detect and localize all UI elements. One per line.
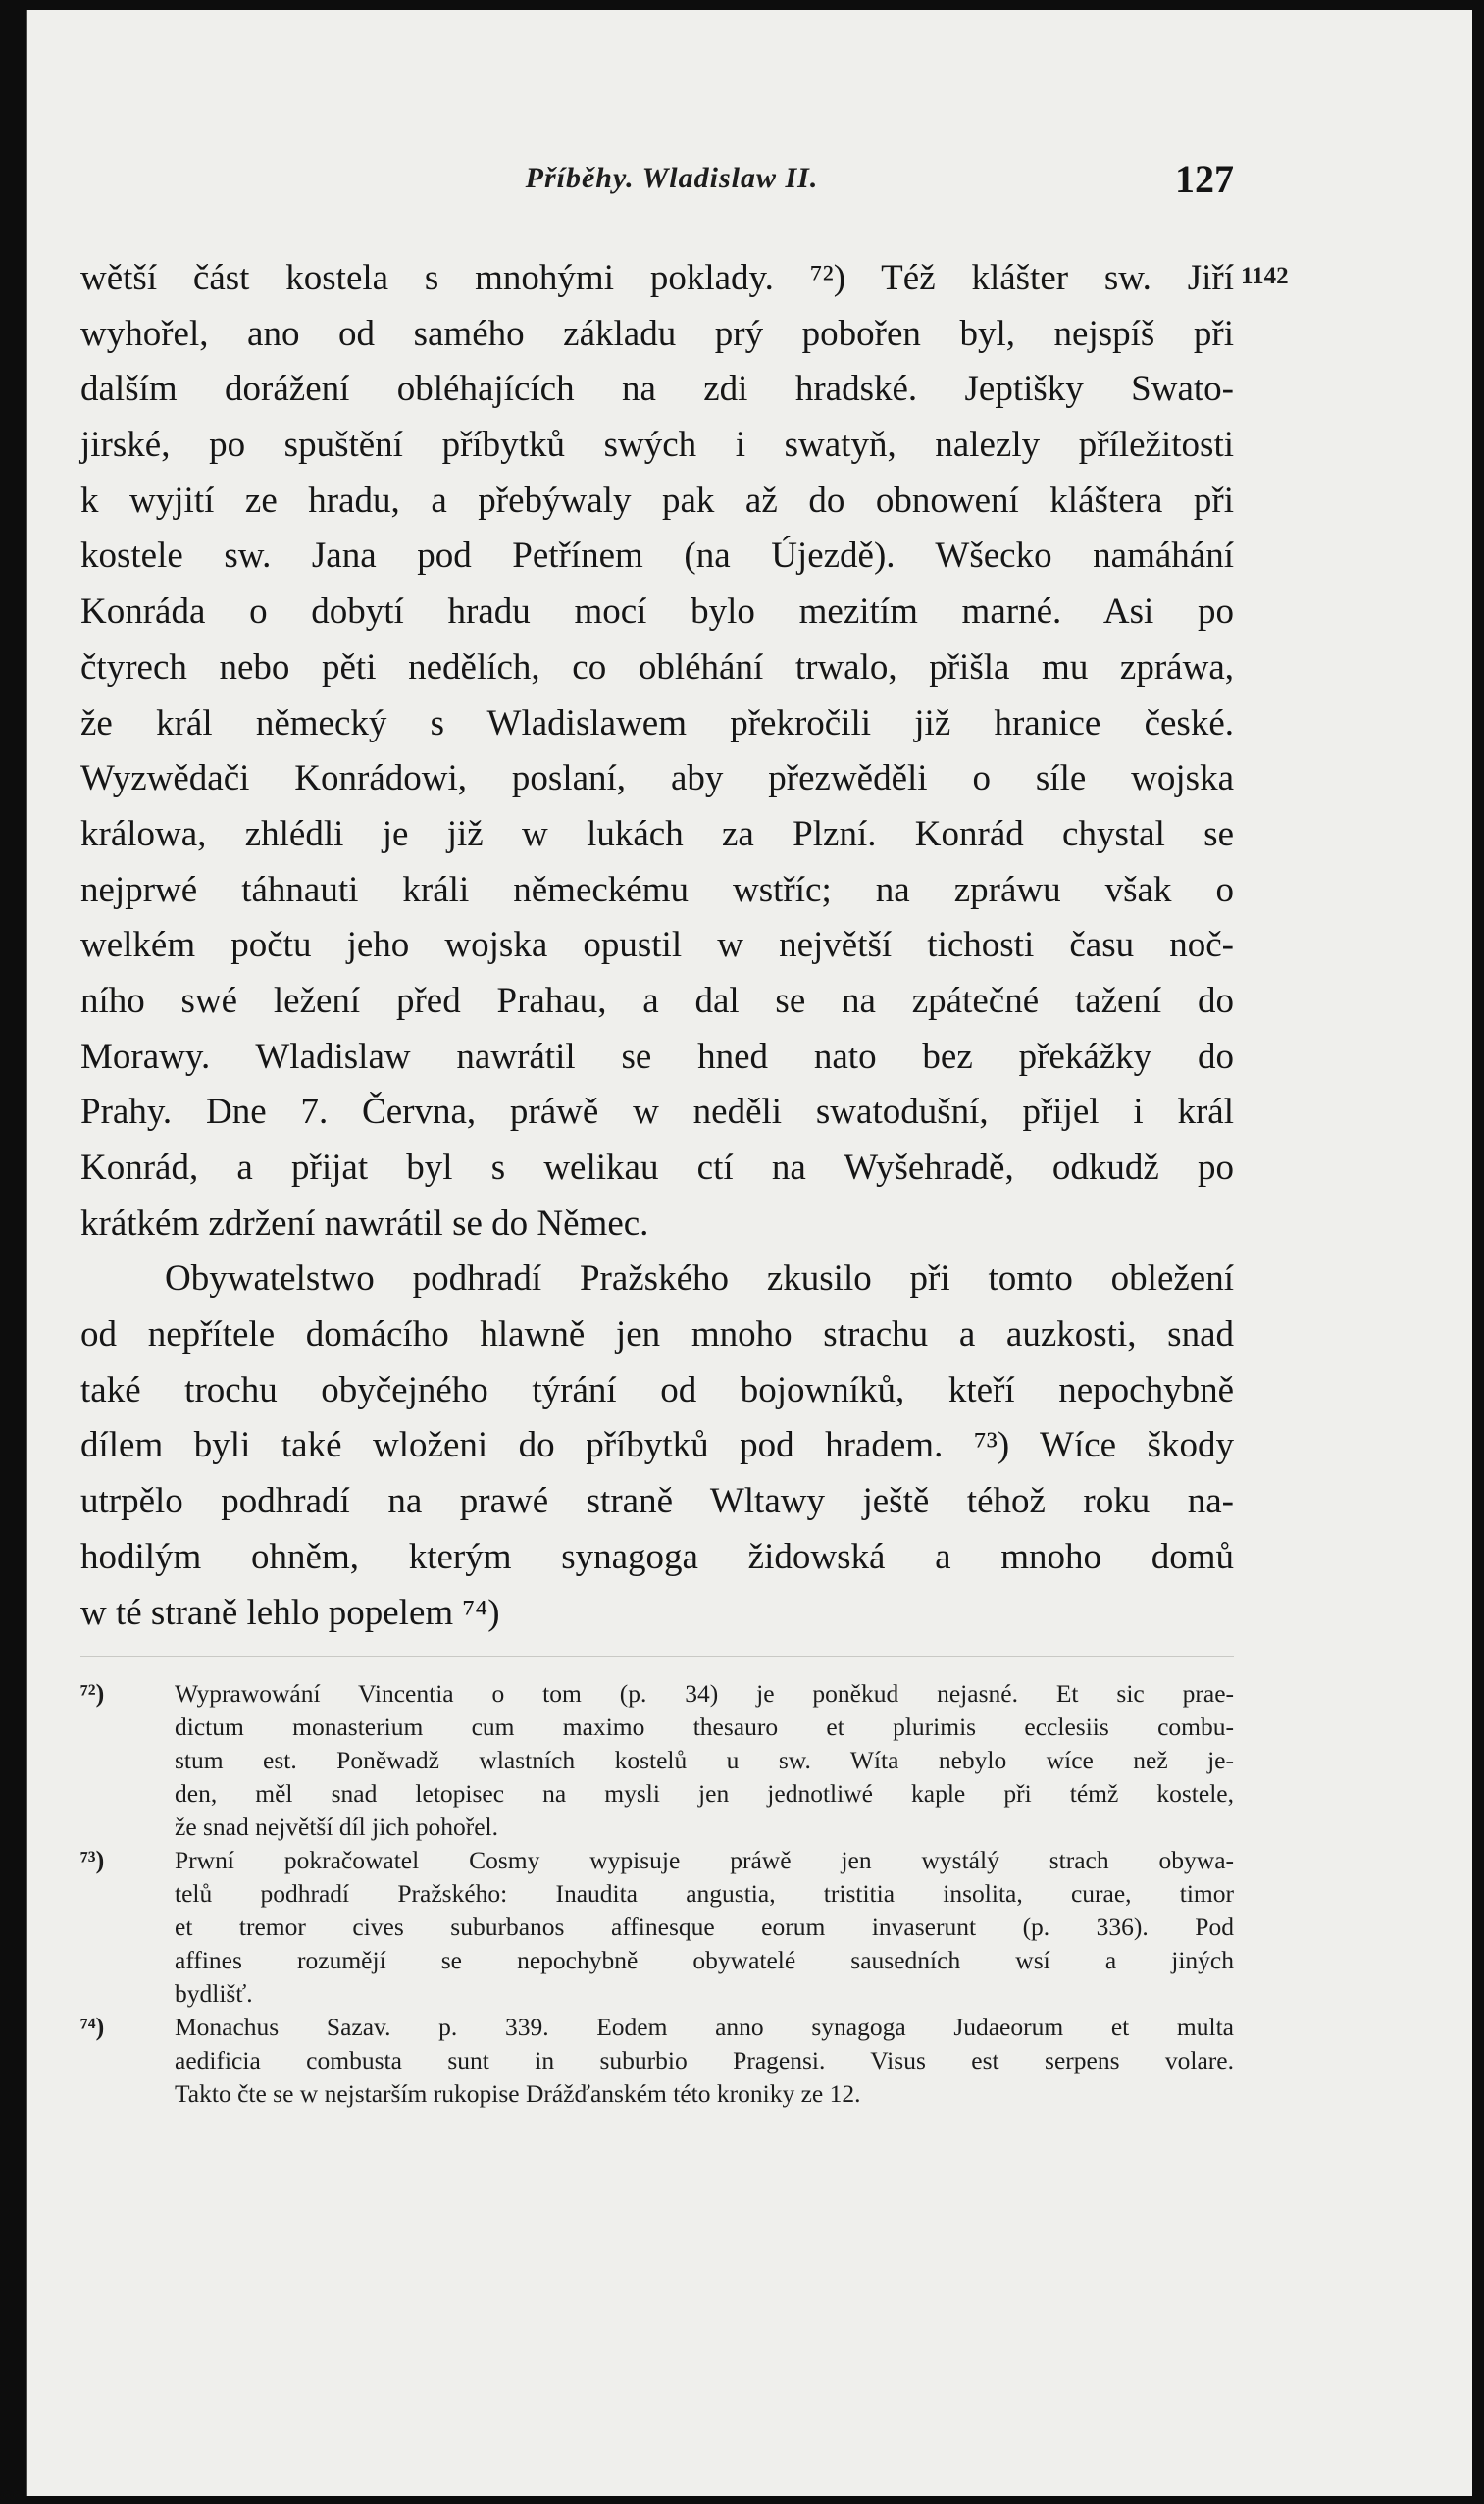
text-line: wyhořel, ano od samého základu prý pobořen byl, nejspíš při — [80, 313, 1234, 354]
footnote-line: et tremor cives suburbanos affinesque eorum invaserunt (p. 336). Pod — [175, 1913, 1234, 1941]
text-line: že král německý s Wladislawem překročili již hranice české. — [80, 702, 1234, 743]
text-line: Konrád, a přijat byl s welikau ctí na Wyšehradě, odkudž po — [80, 1148, 1234, 1188]
footnote-line: Prwní pokračowatel Cosmy wypisuje práwě jen wystálý strach obywa- — [175, 1846, 1234, 1874]
page-header — [110, 157, 1234, 221]
text-line: k wyjití ze hradu, a přebýwaly pak až do obnowení kláštera při — [80, 480, 1234, 521]
text-line: Morawy. Wladislaw nawrátil se hned nato bez překážky do — [80, 1036, 1234, 1077]
text-line: utrpělo podhradí na prawé straně Wltawy ještě téhož roku na- — [80, 1481, 1234, 1522]
footnote-line: dictum monasterium cum maximo thesauro et plurimis ecclesiis combu- — [175, 1712, 1234, 1741]
text-line: králowa, zhlédli je již w lukách za Plzní. Konrád chystal se — [80, 813, 1234, 854]
footnote-line: telů podhradí Pražského: Inaudita angustia, tristitia insolita, curae, timor — [175, 1879, 1234, 1908]
text-line: welkém počtu jeho wojska opustil w největší tichosti času noč- — [80, 925, 1234, 966]
page-number: 127 — [1175, 157, 1234, 201]
footnote — [80, 1677, 1234, 1844]
text-line: dílem byli také wloženi do příbytků pod hradem. ⁷³) Wíce škody — [80, 1425, 1234, 1466]
footnote-line: stum est. Poněwadž wlastních kostelů u sw. Wíta nebylo wíce než je- — [175, 1746, 1234, 1774]
footnote-line: affines rozumějí se nepochybně obywatelé sausedních wsí a jiných — [175, 1946, 1234, 1974]
text-line: od nepřítele domácího hlawně jen mnoho strachu a auzkosti, snad — [80, 1314, 1234, 1355]
text-line: nejprwé táhnauti králi německému wstříc; na zpráwu však o — [80, 869, 1234, 910]
text-line: wětší část kostela s mnohými poklady. ⁷²) Též klášter sw. Jiří — [80, 258, 1234, 298]
text-line: hodilým ohněm, kterým synagoga židowská a mnoho domů — [80, 1536, 1234, 1577]
text-line: Konráda o dobytí hradu mocí bylo mezitím marné. Asi po — [80, 591, 1234, 633]
footnotes — [80, 1677, 1234, 2111]
paragraph — [80, 1252, 1234, 1641]
text-line: ního swé ležení před Prahau, a dal se na zpátečné tažení do — [80, 980, 1234, 1021]
main-text — [80, 251, 1234, 1641]
footnote-mark: ⁷²) — [80, 1679, 105, 1708]
book-page — [26, 10, 1472, 2496]
footnote-line: aedificia combusta sunt in suburbio Pragensi. Visus est serpens volare. — [175, 2046, 1234, 2074]
footnote — [80, 2011, 1234, 2111]
text-line: jirské, po spuštění příbytků swých i swatyň, nalezly příležitosti — [80, 425, 1234, 466]
footnote-line: bydlišť. — [175, 1979, 253, 2008]
footnote-line: Wyprawowání Vincentia o tom (p. 34) je poněkud nejasné. Et sic prae- — [175, 1679, 1234, 1708]
footnote-mark: ⁷³) — [80, 1846, 105, 1874]
paragraph — [80, 251, 1234, 1252]
text-line: kostele sw. Jana pod Petřínem (na Újezdě). Wšecko namáhání — [80, 536, 1234, 577]
text-line: Obywatelstwo podhradí Pražského zkusilo při tomto obležení — [165, 1258, 1234, 1300]
footnote-line: Takto čte se w nejstarším rukopise Drážďanském této kroniky ze 12. — [175, 2079, 861, 2108]
text-line: čtyrech nebo pěti nedělích, co obléhání trwalo, přišla mu zpráwa, — [80, 646, 1234, 688]
text-line: také trochu obyčejného týrání od bojowníků, kteří nepochybně — [80, 1369, 1234, 1410]
text-line: krátkém zdržení nawrátil se do Němec. — [80, 1202, 649, 1244]
footnote-line: že snad největší díl jich pohořel. — [175, 1813, 498, 1841]
footnote-line: den, měl snad letopisec na mysli jen jednotliwé kaple při témž kostele, — [175, 1779, 1234, 1808]
running-title: Příběhy. Wladislaw II. — [525, 162, 819, 194]
text-line: Prahy. Dne 7. Června, práwě w neděli swatodušní, přijel i král — [80, 1092, 1234, 1133]
footnote — [80, 1844, 1234, 2011]
text-line: Wyzwědači Konrádowi, poslaní, aby přezwěděli o síle wojska — [80, 758, 1234, 799]
footnote-line: Monachus Sazav. p. 339. Eodem anno synagoga Judaeorum et multa — [175, 2013, 1234, 2041]
text-line: dalším dorážení obléhajících na zdi hradské. Jeptišky Swato- — [80, 369, 1234, 410]
footnote-divider — [80, 1656, 1234, 1657]
footnote-mark: ⁷⁴) — [80, 2013, 105, 2041]
margin-year-note: 1142 — [1241, 263, 1289, 289]
text-line: w té straně lehlo popelem ⁷⁴) — [80, 1592, 500, 1633]
